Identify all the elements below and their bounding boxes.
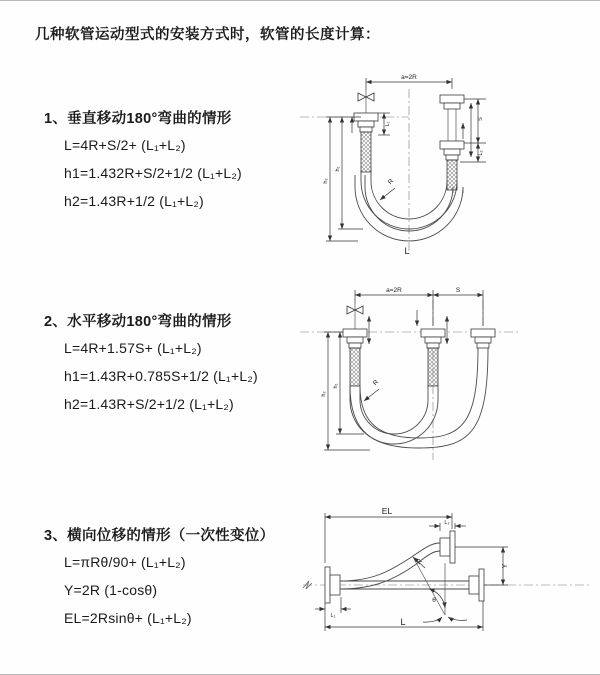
dimension-a2R xyxy=(366,74,452,91)
formula-EL: EL=2Rsinθ+ (L₁+L₂) xyxy=(64,610,192,626)
section-lateral-displacement xyxy=(44,524,274,637)
formula-L: L=πRθ/90+ (L₁+L₂) xyxy=(64,554,186,570)
right-fitting-moved-position xyxy=(471,329,495,348)
label-h2: h₂ xyxy=(321,391,327,397)
dimension-L2 xyxy=(460,103,486,162)
label-R: R xyxy=(386,177,396,187)
dimension-L2 xyxy=(429,520,466,531)
section-vertical-180 xyxy=(44,107,242,220)
dimension-L1 xyxy=(378,113,391,135)
hose-u-bend-position2 xyxy=(350,348,488,448)
label-L: L xyxy=(400,617,406,627)
label-a2R: a=2R xyxy=(401,74,417,81)
hose-displaced-position xyxy=(340,543,440,589)
formula-Y: Y=2R (1-cosθ) xyxy=(64,582,158,598)
label-EL: EL xyxy=(381,506,393,516)
braided-hose-section xyxy=(447,160,457,190)
label-S: S xyxy=(455,287,461,294)
dimension-S xyxy=(464,99,486,143)
label-L2: L₂ xyxy=(478,150,484,156)
label-S: S xyxy=(478,117,484,121)
dimension-a2R xyxy=(355,287,433,326)
formula-L: L=4R+S/2+ (L₁+L₂) xyxy=(64,137,186,153)
label-h1: h₁ xyxy=(335,166,341,172)
label-Y: Y xyxy=(502,563,509,569)
page-title: 几种软管运动型式的安装方式时，软管的长度计算： xyxy=(35,27,380,43)
label-L1: L₁ xyxy=(330,613,336,619)
label-h1: h₁ xyxy=(333,383,339,389)
section-3-heading: 3、横向位移的情形（一次性变位） xyxy=(44,528,275,544)
left-flange xyxy=(325,567,340,603)
section-2-heading: 2、水平移动180°弯曲的情形 xyxy=(44,314,232,330)
middle-fitting xyxy=(421,329,445,386)
label-a2R: a=2R xyxy=(386,287,402,294)
diagram-lateral-displacement xyxy=(295,505,595,651)
radius-callout xyxy=(364,379,380,401)
label-h2: h₂ xyxy=(323,178,329,184)
dimension-h2 xyxy=(321,332,370,450)
dimension-L xyxy=(325,601,483,631)
label-R: R xyxy=(371,378,381,388)
label-L: L xyxy=(404,246,410,256)
label-L2: L₂ xyxy=(444,520,450,526)
left-fitting xyxy=(354,113,378,172)
label-R: R xyxy=(415,557,425,567)
dimension-h1 xyxy=(335,117,363,229)
right-flange-displaced xyxy=(440,531,455,563)
right-fitting-lower-position xyxy=(440,141,464,190)
formula-h2: h2=1.43R+S/2+1/2 (L₁+L₂) xyxy=(64,396,234,412)
dimension-L1 xyxy=(315,597,351,619)
formula-L: L=4R+1.57S+ (L₁+L₂) xyxy=(64,340,202,356)
formula-h1: h1=1.432R+S/2+1/2 (L₁+L₂) xyxy=(64,165,242,181)
valve-icon xyxy=(358,91,374,113)
formula-h2: h2=1.43R+1/2 (L₁+L₂) xyxy=(64,193,204,209)
section-horizontal-180 xyxy=(44,310,258,423)
section-1-heading: 1、垂直移动180°弯曲的情形 xyxy=(44,111,232,127)
dimension-S xyxy=(433,287,483,326)
label-theta: θ xyxy=(432,597,436,604)
formula-h1: h1=1.43R+0.785S+1/2 (L₁+L₂) xyxy=(64,368,258,384)
right-flange-original xyxy=(469,569,484,601)
dimension-EL xyxy=(325,506,452,563)
angle-theta xyxy=(413,557,467,622)
braided-hose-section xyxy=(350,348,360,386)
left-fitting xyxy=(343,329,367,386)
braided-hose-section xyxy=(428,348,438,386)
label-L1: L₁ xyxy=(385,121,391,127)
valve-icon xyxy=(347,304,363,329)
radius-callout xyxy=(380,178,395,200)
diagram-vertical-180-bend xyxy=(300,69,580,261)
diagram-horizontal-180-bend xyxy=(300,282,595,468)
braided-hose-section xyxy=(361,132,371,172)
right-fitting-upper-position xyxy=(440,95,464,141)
